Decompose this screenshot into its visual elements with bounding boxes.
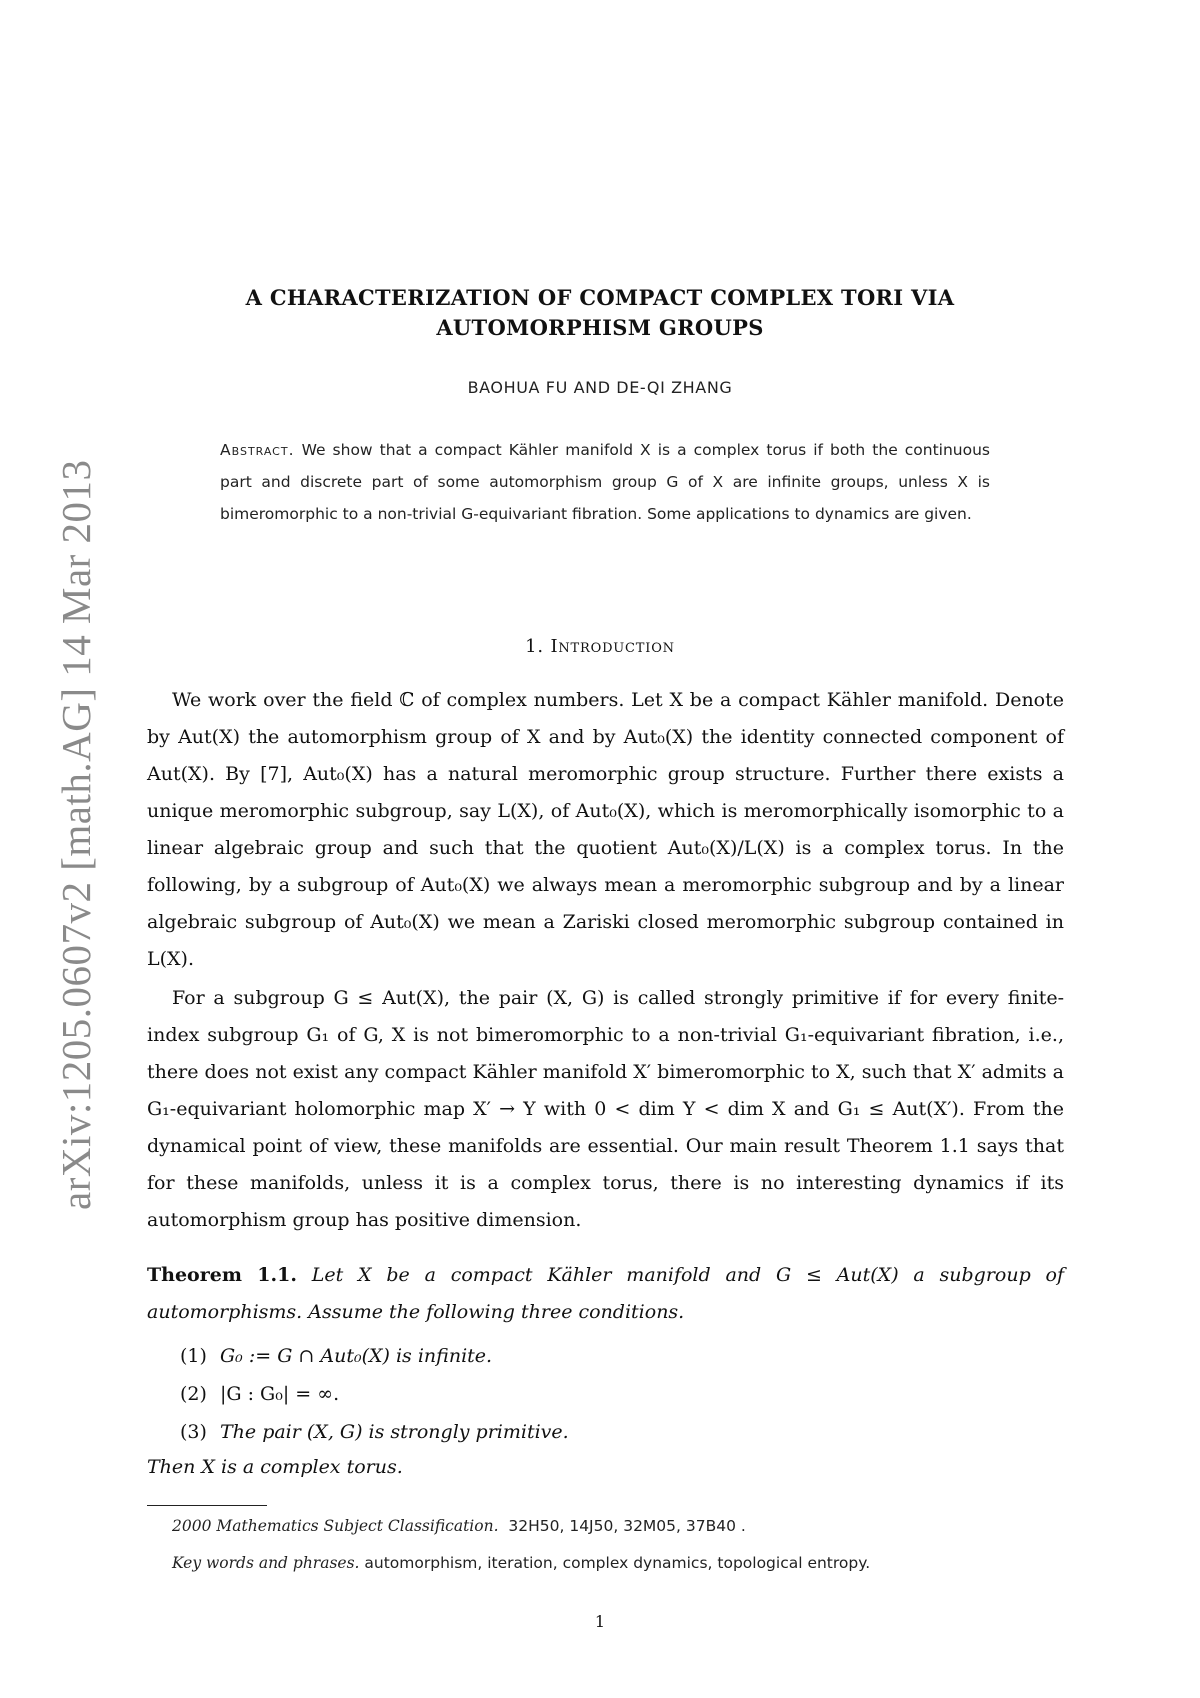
theorem-conclusion: Then X is a complex torus. (147, 1456, 403, 1478)
paragraph-intro: We work over the field ℂ of complex numbers. Let X be a compact Kähler manifold. Denote by Aut(X) the automorphism group of X and by Aut₀(X) the identity connected component of Aut(X). By [7], Aut₀(X) has a natural meromorphic group structure. Further there exists a unique meromorphic subgroup, say L(X), of Aut₀(X), which is meromorphically isomorphic to a linear algebraic group and such that the quotient Aut₀(X)/L(X) is a complex torus. In the following, by a subgroup of Aut₀(X) we always mean a meromorphic subgroup and by a linear algebraic subgroup of Aut₀(X) we mean a Zariski closed meromorphic subgroup contained in L(X). (147, 689, 1064, 970)
footnotes (172, 1508, 1052, 1582)
theorem-label: Theorem 1.1. (147, 1264, 297, 1286)
footnote-text: 32H50, 14J50, 32M05, 37B40 . (508, 1517, 746, 1535)
footnote-divider (147, 1505, 267, 1506)
arxiv-identifier-stamp: arXiv:1205.0607v2 [math.AG] 14 Mar 2013 (53, 459, 99, 1210)
authors: BAOHUA FU AND DE-QI ZHANG (467, 378, 733, 397)
theorem-conditions (180, 1337, 1060, 1451)
condition-item (180, 1375, 1060, 1413)
condition-text: G₀ := G ∩ Aut₀(X) is infinite. (220, 1345, 493, 1367)
footnote-label: 2000 Mathematics Subject Classification. (172, 1517, 499, 1535)
abstract-text: We show that a compact Kähler manifold X is a complex torus if both the continuous part and discrete part of some automorphism group G of X are infinite groups, unless X is bimeromorphic to a non-trivial G-equivariant fibration. Some applications to dynamics are given. (220, 441, 991, 523)
abstract-label: Abstract. (220, 441, 295, 459)
page-number: 1 (594, 1612, 606, 1631)
condition-text: The pair (X, G) is strongly primitive. (220, 1421, 569, 1443)
condition-item (180, 1337, 1060, 1375)
footnote-keywords (172, 1545, 1052, 1582)
footnote-msc (172, 1508, 1052, 1545)
title-line-2: AUTOMORPHISM GROUPS (436, 315, 764, 340)
condition-number: (3) (180, 1421, 207, 1443)
abstract (220, 434, 990, 530)
section-heading (150, 636, 1050, 657)
condition-number: (2) (180, 1383, 207, 1405)
theorem-1-1 (147, 1257, 1064, 1331)
paper-title (150, 283, 1050, 343)
section-title: Introduction (550, 636, 675, 657)
section-number: 1. (525, 636, 544, 657)
title-line-1: A CHARACTERIZATION OF COMPACT COMPLEX TORI VIA (245, 285, 955, 310)
theorem-statement: Let X be a compact Kähler manifold and G ≤ Aut(X) a subgroup of automorphisms. Assume the following three conditions. (147, 1264, 1065, 1323)
paragraph-strongly-primitive: For a subgroup G ≤ Aut(X), the pair (X, G) is called strongly primitive if for every finite-index subgroup G₁ of G, X is not bimeromorphic to a non-trivial G₁-equivariant fibration, i.e., there does not exist any compact Kähler manifold X′ bimeromorphic to X, such that X′ admits a G₁-equivariant holomorphic map X′ → Y with 0 < dim Y < dim X and G₁ ≤ Aut(X′). From the dynamical point of view, these manifolds are essential. Our main result Theorem 1.1 says that for these manifolds, unless it is a complex torus, there is no interesting dynamics if its automorphism group has positive dimension. (147, 987, 1064, 1231)
condition-item (180, 1413, 1060, 1451)
footnote-text: automorphism, iteration, complex dynamics, topological entropy. (364, 1554, 871, 1572)
condition-text: |G : G₀| = ∞. (220, 1383, 340, 1405)
footnote-label: Key words and phrases. (172, 1554, 360, 1572)
condition-number: (1) (180, 1345, 207, 1367)
